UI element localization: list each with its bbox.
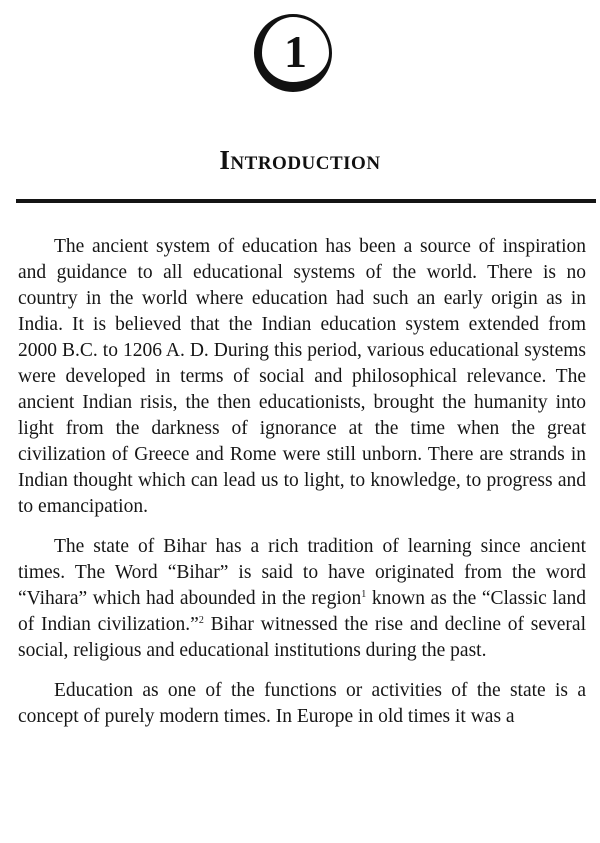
footnote-marker-2: 2 (198, 615, 204, 626)
paragraph-2 (18, 534, 586, 664)
paragraph-3: Education as one of the functions or activities of the state is a concept of purely modern times. In Europe in old times it was a (18, 680, 586, 727)
paragraph-2-part-2: known as the “Classic land of Indian civilization.” (18, 588, 586, 635)
chapter-body (18, 234, 586, 744)
paragraph-2-part-1: The state of Bihar has a rich tradition of learning since ancient times. The Word “Bihar” is said to have originated from the word “Vihara” which had abounded in the region (18, 536, 586, 609)
title-divider (16, 199, 596, 203)
chapter-title: Introduction (219, 145, 381, 175)
chapter-number-circle (254, 14, 332, 92)
paragraph-2-part-3: Bihar witnessed the rise and decline of several social, religious and educational institutions during the past. (18, 614, 586, 661)
chapter-number: 1 (284, 26, 307, 77)
paragraph-1: The ancient system of education has been a source of inspiration and guidance to all educational systems of the world. There is no country in the world where education had such an early origin as in India. It is believed that the Indian education system extended from 2000 B.C. to 1206 A. D. During this period, various educational systems were developed in terms of social and philosophical relevance. The ancient Indian risis, the then educationists, brought the humanity into light from the darkness of ignorance at the time when the great civilization of Greece and Rome were still unborn. There are strands in Indian thought which can lead us to light, to knowledge, to progress and to emancipation. (18, 236, 586, 517)
footnote-marker-1: 1 (361, 589, 367, 600)
